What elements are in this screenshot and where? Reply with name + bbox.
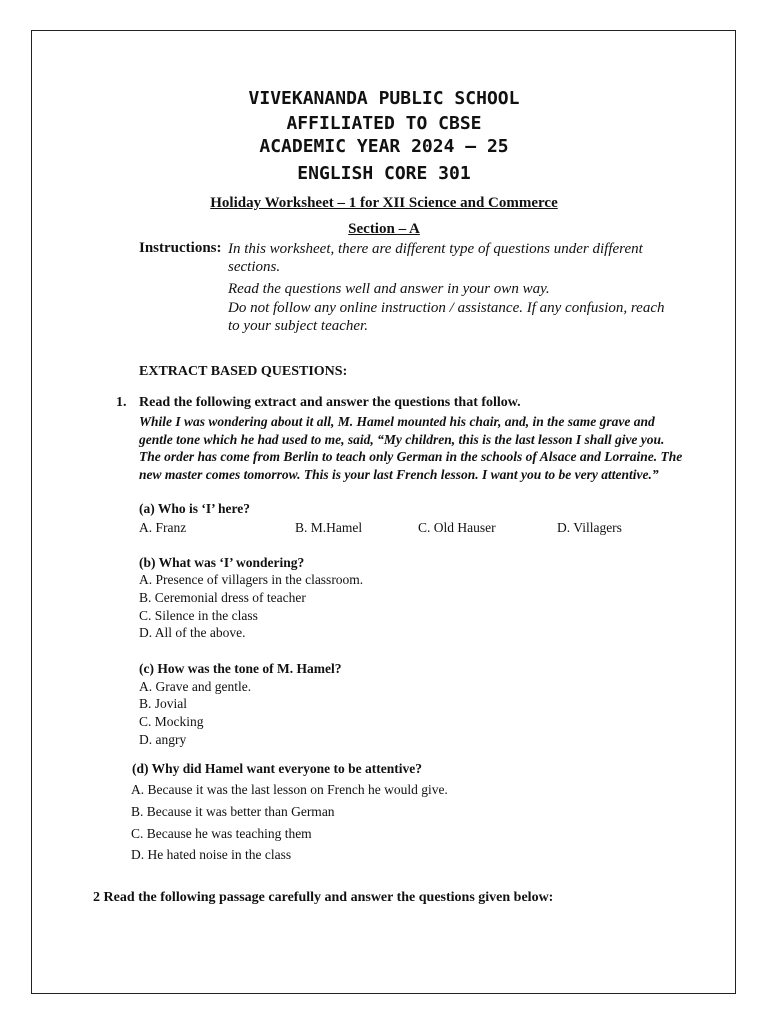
option: A. Franz bbox=[139, 520, 187, 535]
option: B. Because it was better than German bbox=[131, 804, 335, 819]
affiliation: AFFILIATED TO CBSE bbox=[286, 113, 482, 134]
option: B. Ceremonial dress of teacher bbox=[139, 590, 306, 605]
sub-question: (b) What was ‘I’ wondering? bbox=[139, 555, 305, 570]
option: D. Villagers bbox=[557, 520, 622, 535]
option: D. angry bbox=[139, 732, 187, 747]
school-name: VIVEKANANDA PUBLIC SCHOOL bbox=[248, 88, 520, 109]
instruction-line: Do not follow any online instruction / assistance. If any confusion, reach to your subject teacher. bbox=[228, 300, 665, 334]
option: B. Jovial bbox=[139, 696, 188, 711]
sub-question: (a) Who is ‘I’ here? bbox=[139, 501, 250, 516]
extract-passage: While I was wondering about it all, M. Hamel mounted his chair, and, in the same grave and gentle tone which he had used to me, said, “My children, this is the last lesson I shall give you. The order has come from Berlin to teach only German in the schools of Alsace and Lorraine. The new master comes tomorrow. This is your last French lesson. I want you to be very attentive.” bbox=[139, 414, 683, 482]
option: A. Because it was the last lesson on French he would give. bbox=[131, 782, 448, 797]
extract-heading: EXTRACT BASED QUESTIONS: bbox=[139, 364, 348, 379]
option: C. Mocking bbox=[139, 714, 204, 729]
option: B. M.Hamel bbox=[295, 520, 363, 535]
subject-title: ENGLISH CORE 301 bbox=[297, 163, 471, 184]
option: A. Grave and gentle. bbox=[139, 679, 252, 694]
academic-year: ACADEMIC YEAR 2024 – 25 bbox=[259, 136, 509, 157]
question-prompt: Read the following extract and answer the questions that follow. bbox=[139, 395, 521, 410]
section-title: Section – A bbox=[348, 221, 420, 237]
sub-question: (d) Why did Hamel want everyone to be attentive? bbox=[132, 761, 422, 776]
option: C. Old Hauser bbox=[418, 520, 496, 535]
option: C. Because he was teaching them bbox=[131, 826, 312, 841]
instruction-line: In this worksheet, there are different type of questions under different sections. bbox=[228, 241, 643, 275]
question-2: 2 Read the following passage carefully and answer the questions given below: bbox=[93, 890, 554, 905]
instructions-label: Instructions: bbox=[139, 240, 222, 256]
instruction-line: Read the questions well and answer in your own way. bbox=[228, 281, 550, 297]
sub-question: (c) How was the tone of M. Hamel? bbox=[139, 661, 342, 676]
option: A. Presence of villagers in the classroom. bbox=[139, 572, 364, 587]
worksheet-title: Holiday Worksheet – 1 for XII Science and Commerce bbox=[210, 195, 558, 211]
option: D. All of the above. bbox=[139, 625, 246, 640]
option: D. He hated noise in the class bbox=[131, 847, 292, 862]
question-number: 1. bbox=[116, 395, 127, 410]
option: C. Silence in the class bbox=[139, 608, 258, 623]
